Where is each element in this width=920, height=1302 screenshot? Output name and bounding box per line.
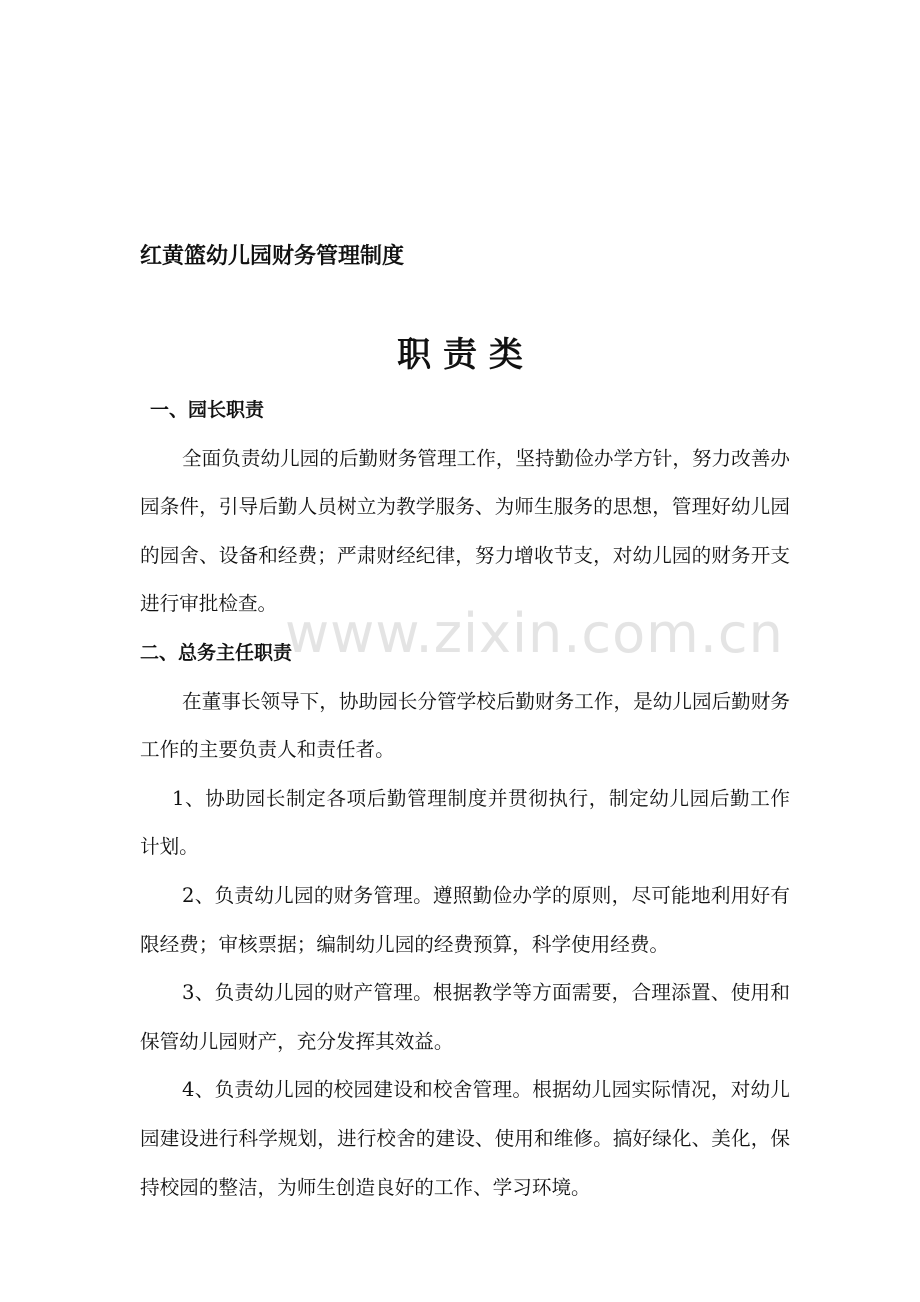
paragraph: 在董事长领导下，协助园长分管学校后勤财务工作，是幼儿园后勤财务工作的主要负责人和责任者。 [140,689,790,762]
subheading-general-affairs-duties: 二、总务主任职责 [140,641,293,664]
document-title: 红黄篮幼儿园财务管理制度 [140,244,405,269]
watermark: www.zixin.com.cn [285,602,784,665]
list-item: 4、负责幼儿园的校园建设和校舍管理。根据幼儿园实际情况，对幼儿园建设进行科学规划，进行校舍的建设、使用和维修。搞好绿化、美化，保持校园的整洁，为师生创造良好的工作、学习环境。 [140,1078,790,1199]
list-item: 1、协助园长制定各项后勤管理制度并贯彻执行，制定幼儿园后勤工作计划。 [140,786,790,859]
paragraph: 全面负责幼儿园的后勤财务管理工作，坚持勤俭办学方针，努力改善办园条件，引导后勤人员树立为教学服务、为师生服务的思想，管理好幼儿园的园舍、设备和经费；严肃财经纪律，努力增收节支，对幼儿园的财务开支进行审批检查。 [140,446,790,616]
list-item: 3、负责幼儿园的财产管理。根据教学等方面需要，合理添置、使用和保管幼儿园财产，充分发挥其效益。 [140,981,790,1053]
section-heading: 职 责 类 [397,335,523,375]
document-body [140,386,790,1212]
list-item: 2、负责幼儿园的财务管理。遵照勤俭办学的原则，尽可能地利用好有限经费；审核票据；编制幼儿园的经费预算，科学使用经费。 [140,883,790,956]
subheading-principal-duties: 一、园长职责 [150,399,265,421]
